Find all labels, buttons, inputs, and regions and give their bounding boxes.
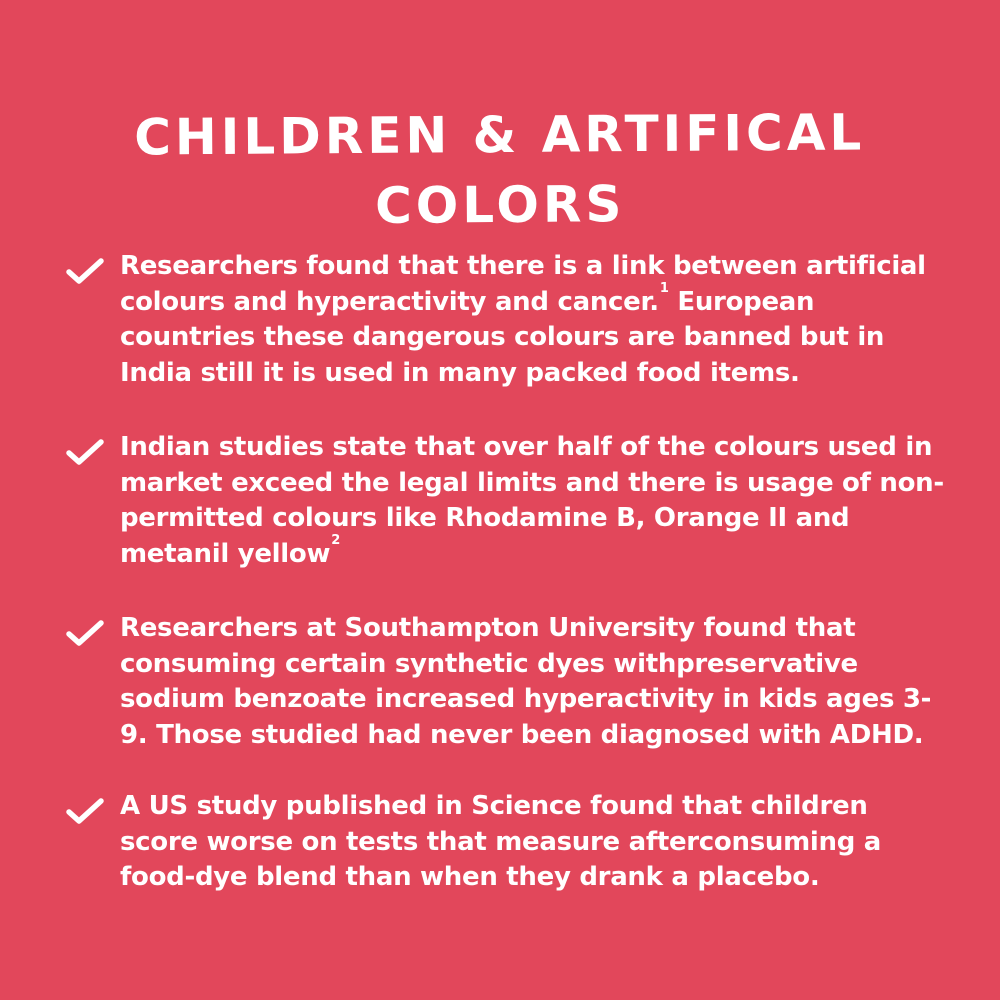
item-text: Researchers found that there is a link between artificial colours and hyperactivity and cancer.: [120, 251, 926, 317]
item-text: Researchers at Southampton University found that consuming certain synthetic dyes withpreservative sodium benzoate increased hyperactivity in kids ages 3-9. Those studied had never been diagnosed with ADHD.: [120, 613, 932, 750]
page-title: CHILDREN & ARTIFICAL COLORS: [133, 103, 866, 235]
checkmark-icon: [66, 257, 104, 285]
item-text: Indian studies state that over half of the colours used in market exceed the legal limits and there is usage of non-permitted colours like Rhodamine B, Orange II and metanil yellow: [120, 432, 944, 569]
footnote-ref: 2: [331, 532, 340, 548]
item-text: A US study published in Science found that children score worse on tests that measure afterconsuming a food-dye blend than when they drank a placebo.: [120, 791, 882, 892]
list-item: [66, 611, 946, 753]
list-item: [66, 430, 946, 572]
list-item: [66, 789, 946, 896]
checkmark-icon: [66, 797, 104, 825]
facts-list: [66, 249, 946, 935]
item-text-continued: European countries these dangerous colours are banned but in India still it is used in many packed food items.: [120, 286, 885, 388]
footnote-ref: 1: [659, 280, 669, 296]
list-item: [66, 249, 946, 391]
checkmark-icon: [66, 438, 104, 466]
checkmark-icon: [66, 619, 104, 647]
